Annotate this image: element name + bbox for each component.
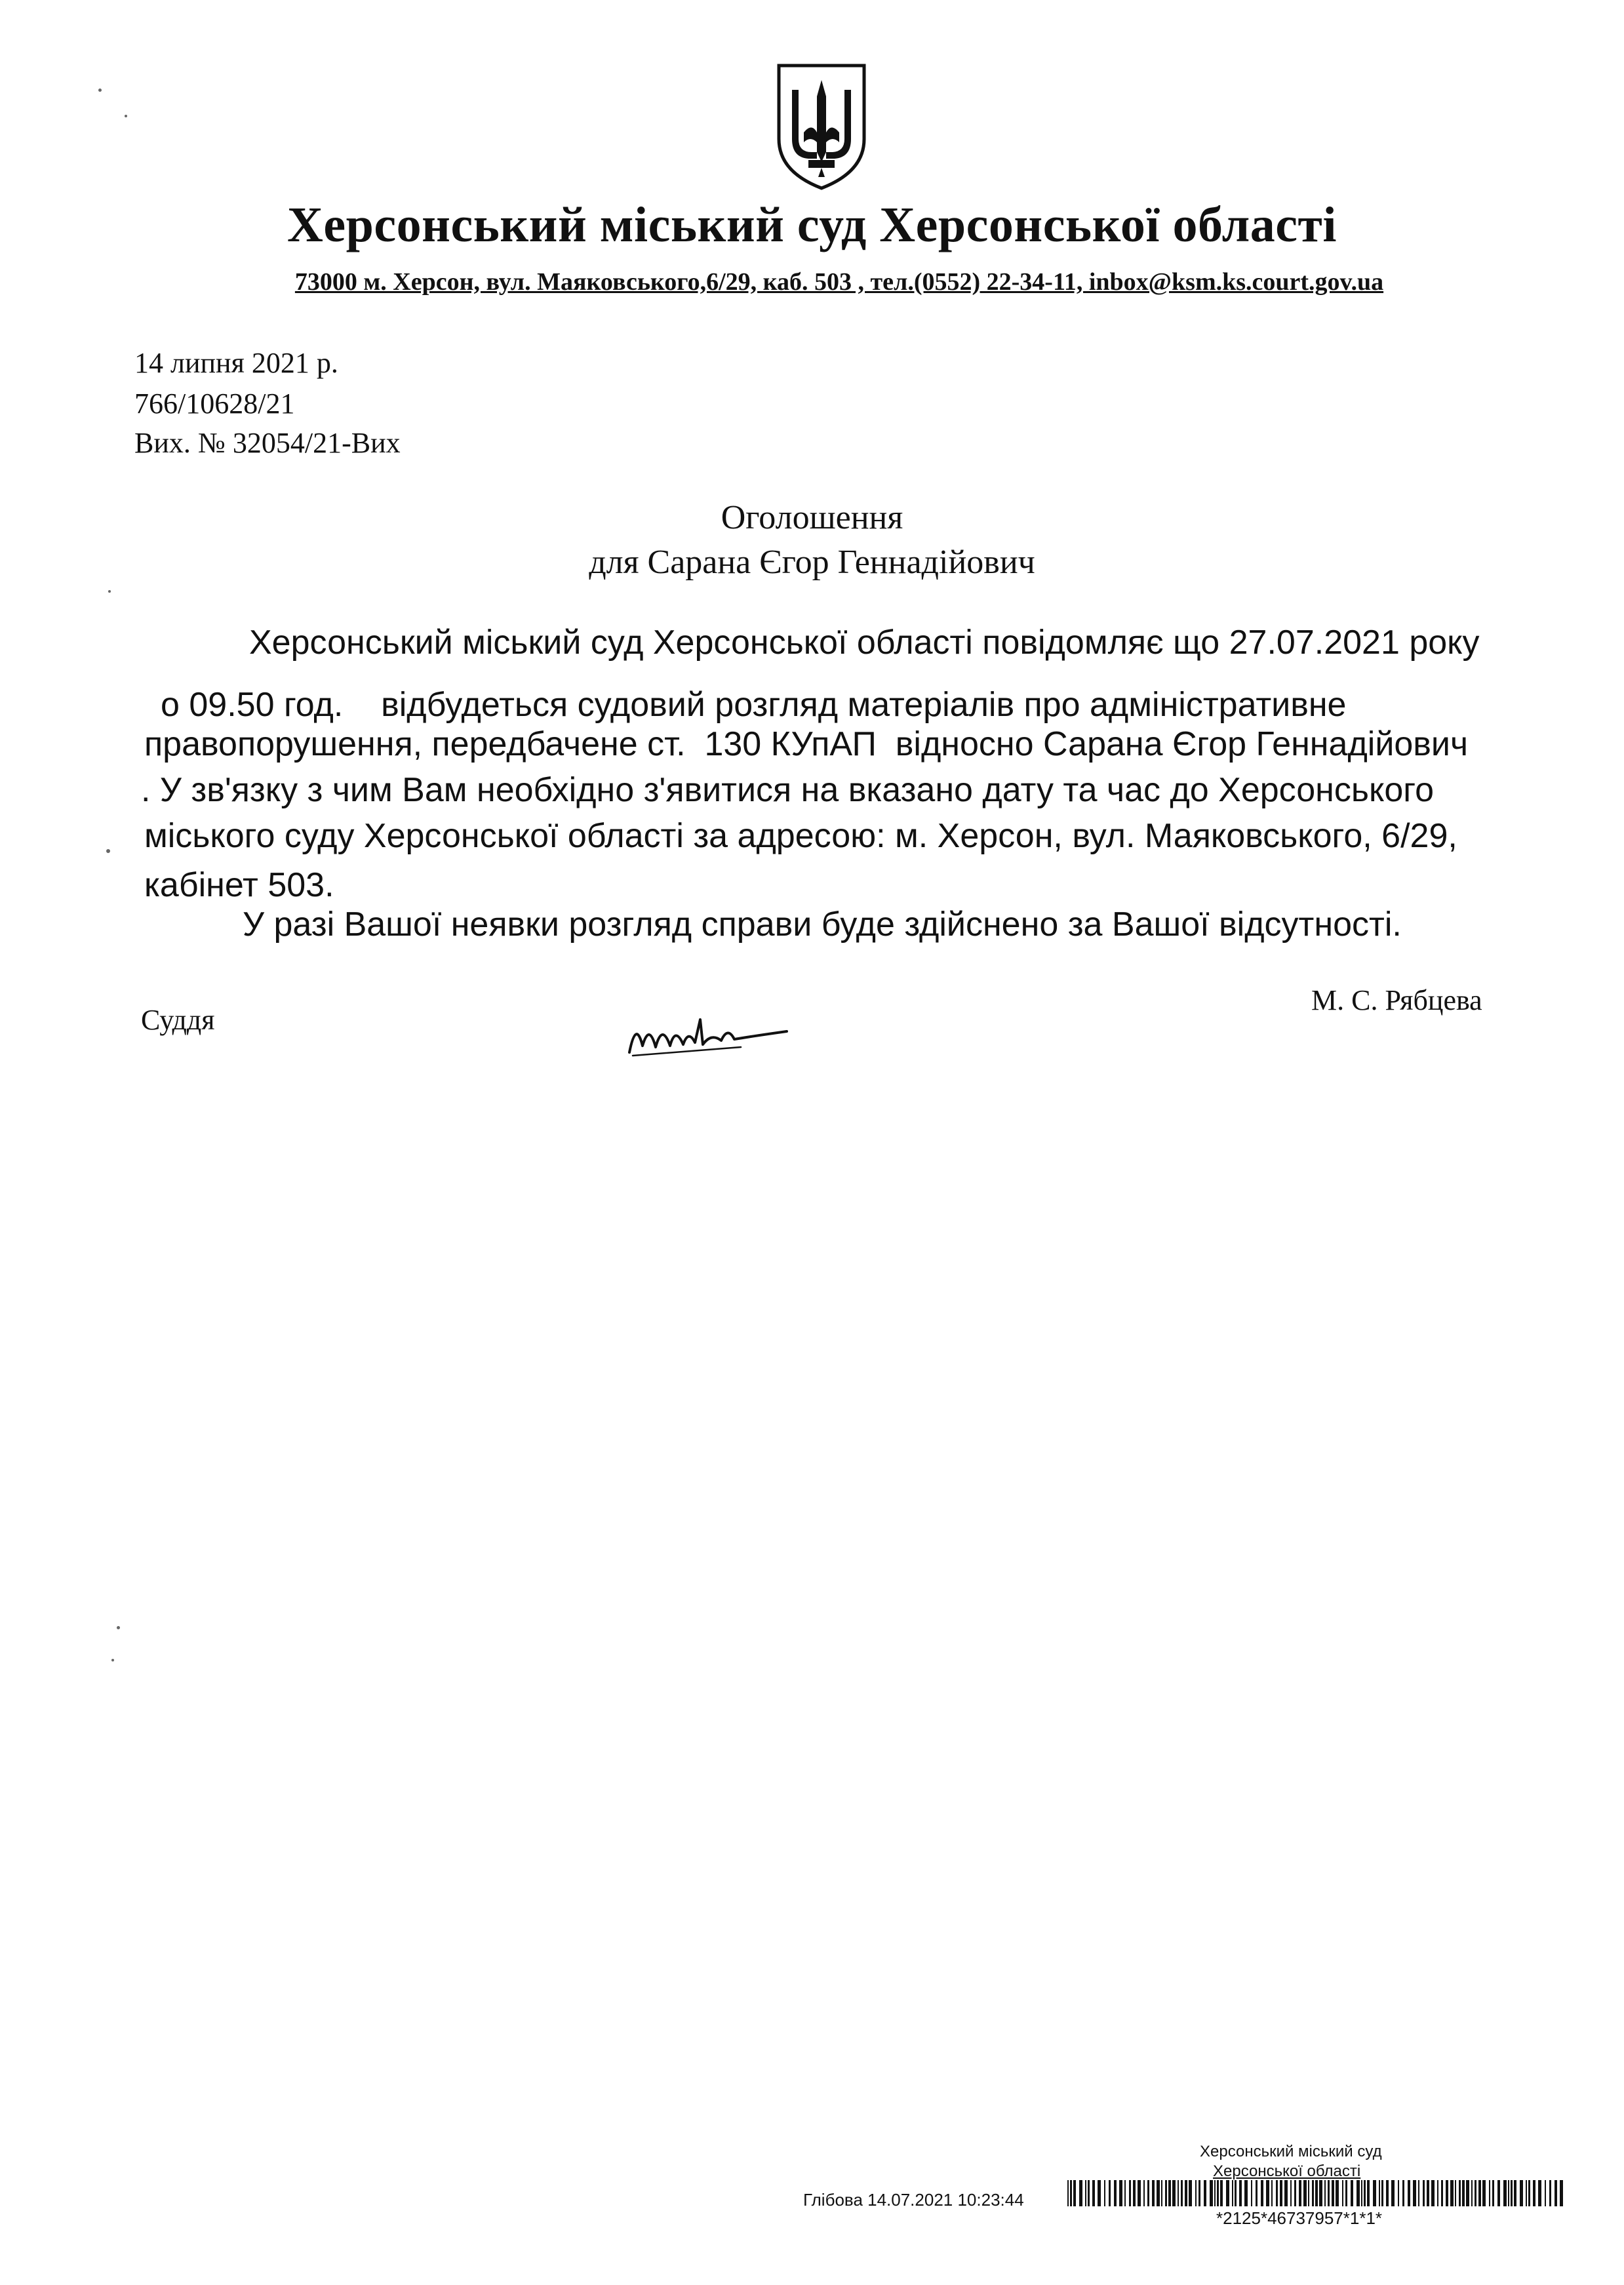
barcode-bar — [1441, 2180, 1443, 2206]
barcode-bar — [1168, 2180, 1171, 2206]
barcode-bar — [1475, 2180, 1476, 2206]
barcode-bar — [1462, 2180, 1465, 2206]
barcode-bar — [1290, 2180, 1292, 2206]
barcode-bar — [1276, 2180, 1278, 2206]
barcode-bar — [1398, 2180, 1399, 2206]
barcode-bar — [1280, 2180, 1282, 2206]
barcode-bar — [1114, 2180, 1117, 2206]
barcode-bar — [1455, 2180, 1456, 2206]
outgoing-number: Вих. № 32054/21-Вих — [134, 427, 401, 459]
barcode-bar — [1239, 2180, 1242, 2206]
body-line: о 09.50 год. відбудеться судовий розгляд матеріалів про адміністративне — [161, 686, 1347, 724]
barcode-bar — [1332, 2180, 1334, 2206]
barcode-bar — [1478, 2180, 1481, 2206]
scan-speck — [111, 1659, 114, 1661]
barcode-bar — [1379, 2180, 1380, 2206]
barcode-bar — [1303, 2180, 1307, 2206]
barcode-bar — [1560, 2180, 1563, 2206]
barcode-bar — [1413, 2180, 1416, 2206]
stamp-court-line: Херсонської області — [1213, 2162, 1361, 2180]
barcode-bar — [1214, 2180, 1216, 2206]
scan-speck — [108, 590, 111, 593]
barcode-bar — [1408, 2180, 1410, 2206]
barcode-bar — [1129, 2180, 1131, 2206]
barcode-bar — [1143, 2180, 1145, 2206]
judge-label: Суддя — [141, 1004, 215, 1036]
barcode-bar — [1437, 2180, 1438, 2206]
barcode-bar — [1492, 2180, 1494, 2206]
barcode-bar — [1312, 2180, 1314, 2206]
barcode-bar — [1357, 2180, 1360, 2206]
barcode-bar — [1520, 2180, 1523, 2206]
body-line: У разі Вашої неявки розгляд справи буде здійснено за Вашої відсутності. — [243, 905, 1402, 944]
barcode-bar — [1284, 2180, 1288, 2206]
barcode-bar — [1342, 2180, 1343, 2206]
barcode-bar — [1195, 2180, 1197, 2206]
barcode-bar — [1373, 2180, 1376, 2206]
barcode-bar — [1109, 2180, 1111, 2206]
scan-speck — [98, 89, 102, 92]
barcode-bar — [1386, 2180, 1389, 2206]
barcode-bar — [1508, 2180, 1509, 2206]
barcode-bar — [1361, 2180, 1362, 2206]
court-title: Херсонський міський суд Херсонської області — [287, 197, 1337, 252]
barcode-bar — [1328, 2180, 1330, 2206]
barcode-bar — [1308, 2180, 1309, 2206]
body-line: кабінет 503. — [144, 866, 334, 904]
barcode-bar — [1446, 2180, 1448, 2206]
barcode-bar — [1299, 2180, 1301, 2206]
barcode-bar — [1381, 2180, 1383, 2206]
barcode-bar — [1217, 2180, 1219, 2206]
barcode-bar — [1165, 2180, 1167, 2206]
barcode-bar — [1070, 2180, 1072, 2206]
court-address: 73000 м. Херсон, вул. Маяковського,6/29, каб. 503 , тел.(0552) 22-34-11, inbox@ksm.ks.court.gov.ua — [294, 268, 1384, 296]
barcode-bar — [1549, 2180, 1551, 2206]
barcode-bar — [1261, 2180, 1263, 2206]
barcode-bar — [1157, 2180, 1160, 2206]
barcode-bar — [1232, 2180, 1233, 2206]
announcement-recipient: для Сарана Єгор Геннадійович — [589, 544, 1035, 581]
barcode-bar — [1119, 2180, 1122, 2206]
barcode-icon — [1067, 2180, 1566, 2206]
barcode-bar — [1085, 2180, 1086, 2206]
scan-speck — [125, 115, 127, 117]
barcode-bar — [1185, 2180, 1187, 2206]
barcode-bar — [1073, 2180, 1076, 2206]
barcode-bar — [1319, 2180, 1322, 2206]
judge-name: М. С. Рябцева — [1311, 984, 1482, 1016]
barcode-bar — [1526, 2180, 1527, 2206]
operator-timestamp: Глібова 14.07.2021 10:23:44 — [803, 2190, 1024, 2210]
barcode-number: *2125*46737957*1*1* — [1216, 2208, 1383, 2228]
barcode-bar — [1251, 2180, 1252, 2206]
barcode-bar — [1497, 2180, 1500, 2206]
barcode-bar — [1104, 2180, 1105, 2206]
coat-of-arms-icon — [772, 60, 871, 191]
barcode-bar — [1466, 2180, 1469, 2206]
barcode-bar — [1367, 2180, 1370, 2206]
scan-speck — [117, 1626, 120, 1629]
barcode-bar — [1514, 2180, 1516, 2206]
barcode-bar — [1271, 2180, 1273, 2206]
barcode-bar — [1088, 2180, 1090, 2206]
barcode-bar — [1172, 2180, 1176, 2206]
case-number: 766/10628/21 — [134, 387, 295, 420]
barcode-bar — [1161, 2180, 1162, 2206]
body-line: міського суду Херсонської області за адресою: м. Херсон, вул. Маяковського, 6/29, — [144, 817, 1457, 855]
barcode-bar — [1178, 2180, 1179, 2206]
barcode-bar — [1482, 2180, 1486, 2206]
barcode-bar — [1147, 2180, 1149, 2206]
document-date: 14 липня 2021 р. — [134, 347, 338, 379]
barcode-bar — [1345, 2180, 1347, 2206]
barcode-bar — [1226, 2180, 1229, 2206]
barcode-bar — [1503, 2180, 1507, 2206]
barcode-bar — [1336, 2180, 1339, 2206]
barcode-bar — [1204, 2180, 1206, 2206]
barcode-bar — [1391, 2180, 1395, 2206]
barcode-bar — [1256, 2180, 1258, 2206]
barcode-bar — [1528, 2180, 1530, 2206]
barcode-bar — [1133, 2180, 1136, 2206]
barcode-bar — [1079, 2180, 1082, 2206]
barcode-bar — [1266, 2180, 1269, 2206]
barcode-bar — [1181, 2180, 1183, 2206]
barcode-bar — [1235, 2180, 1237, 2206]
barcode-bar — [1471, 2180, 1473, 2206]
barcode-bar — [1315, 2180, 1318, 2206]
barcode-bar — [1511, 2180, 1513, 2206]
barcode-bar — [1138, 2180, 1141, 2206]
barcode-bar — [1067, 2180, 1069, 2206]
barcode-bar — [1427, 2180, 1429, 2206]
body-line: Херсонський міський суд Херсонської області повідомляє що 27.07.2021 року — [249, 624, 1480, 662]
barcode-bar — [1098, 2180, 1101, 2206]
barcode-bar — [1418, 2180, 1419, 2206]
barcode-bar — [1431, 2180, 1435, 2206]
barcode-bar — [1459, 2180, 1461, 2206]
barcode-bar — [1198, 2180, 1200, 2206]
barcode-bar — [1210, 2180, 1213, 2206]
barcode-bar — [1294, 2180, 1296, 2206]
handwritten-signature — [623, 1006, 793, 1065]
barcode-bar — [1351, 2180, 1353, 2206]
barcode-bar — [1324, 2180, 1326, 2206]
announcement-heading: Оголошення — [721, 499, 903, 536]
barcode-bar — [1244, 2180, 1248, 2206]
barcode-bar — [1220, 2180, 1223, 2206]
barcode-bar — [1533, 2180, 1535, 2206]
body-line: правопорушення, передбачене ст. 130 КУпАП відносно Сарана Єгор Геннадійович — [144, 725, 1469, 763]
body-line: . У зв'язку з чим Вам необхідно з'явитися на вказано дату та час до Херсонського — [141, 771, 1434, 809]
barcode-bar — [1092, 2180, 1095, 2206]
barcode-bar — [1189, 2180, 1192, 2206]
barcode-bar — [1402, 2180, 1404, 2206]
barcode-bar — [1489, 2180, 1490, 2206]
stamp-court-line: Херсонський міський суд — [1200, 2143, 1382, 2160]
barcode-bar — [1450, 2180, 1454, 2206]
barcode-bar — [1423, 2180, 1425, 2206]
barcode-bar — [1152, 2180, 1155, 2206]
barcode-bar — [1124, 2180, 1126, 2206]
barcode-bar — [1538, 2180, 1541, 2206]
barcode-bar — [1545, 2180, 1546, 2206]
scan-speck — [106, 849, 110, 853]
barcode-bar — [1364, 2180, 1366, 2206]
barcode-bar — [1555, 2180, 1557, 2206]
